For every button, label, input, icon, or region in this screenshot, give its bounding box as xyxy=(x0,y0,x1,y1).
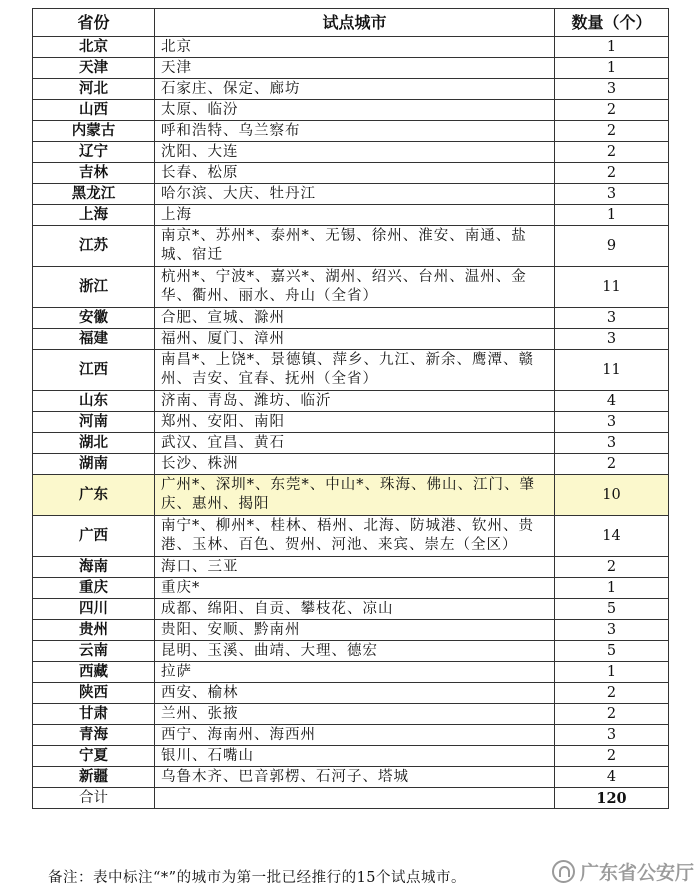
total-count: 120 xyxy=(555,788,669,809)
province-cell: 河南 xyxy=(33,412,155,433)
province-cell: 湖北 xyxy=(33,433,155,454)
province-cell: 贵州 xyxy=(33,620,155,641)
table-row xyxy=(33,578,669,599)
cities-cell: 沈阳、大连 xyxy=(155,142,555,163)
cities-cell: 昆明、玉溪、曲靖、大理、德宏 xyxy=(155,641,555,662)
cities-cell: 西安、榆林 xyxy=(155,683,555,704)
count-cell: 3 xyxy=(555,412,669,433)
count-cell: 1 xyxy=(555,205,669,226)
table-row xyxy=(33,58,669,79)
province-cell: 吉林 xyxy=(33,163,155,184)
province-cell: 海南 xyxy=(33,557,155,578)
count-cell: 1 xyxy=(555,37,669,58)
count-cell: 4 xyxy=(555,391,669,412)
province-cell: 北京 xyxy=(33,37,155,58)
table-row xyxy=(33,454,669,475)
province-cell: 广西 xyxy=(33,516,155,557)
count-cell: 2 xyxy=(555,100,669,121)
footnote: 备注：表中标注“*”的城市为第一批已经推行的15个试点城市。 xyxy=(48,870,467,886)
total-cities-cell xyxy=(155,788,555,809)
province-cell: 四川 xyxy=(33,599,155,620)
cities-cell: 乌鲁木齐、巴音郭楞、石河子、塔城 xyxy=(155,767,555,788)
table-body xyxy=(33,37,669,809)
count-cell: 3 xyxy=(555,329,669,350)
table-header-row xyxy=(33,9,669,37)
cities-cell: 海口、三亚 xyxy=(155,557,555,578)
count-cell: 3 xyxy=(555,184,669,205)
count-cell: 2 xyxy=(555,704,669,725)
cities-cell: 南京*、苏州*、泰州*、无锡、徐州、淮安、南通、盐城、宿迁 xyxy=(155,226,555,267)
province-cell: 新疆 xyxy=(33,767,155,788)
province-cell: 安徽 xyxy=(33,308,155,329)
cities-cell: 武汉、宜昌、黄石 xyxy=(155,433,555,454)
count-cell: 2 xyxy=(555,683,669,704)
count-cell: 1 xyxy=(555,662,669,683)
count-cell: 3 xyxy=(555,433,669,454)
table-row xyxy=(33,267,669,308)
count-cell: 5 xyxy=(555,599,669,620)
table-row xyxy=(33,184,669,205)
watermark xyxy=(552,858,694,885)
table-row xyxy=(33,308,669,329)
count-cell: 1 xyxy=(555,578,669,599)
cities-cell: 呼和浩特、乌兰察布 xyxy=(155,121,555,142)
province-cell: 陕西 xyxy=(33,683,155,704)
province-cell: 内蒙古 xyxy=(33,121,155,142)
count-cell: 2 xyxy=(555,142,669,163)
province-cell: 河北 xyxy=(33,79,155,100)
count-cell: 5 xyxy=(555,641,669,662)
table-row-highlighted xyxy=(33,475,669,516)
province-cell: 山东 xyxy=(33,391,155,412)
table-row xyxy=(33,226,669,267)
table-row xyxy=(33,391,669,412)
province-cell: 辽宁 xyxy=(33,142,155,163)
table-row xyxy=(33,79,669,100)
header-province: 省份 xyxy=(33,9,155,37)
cities-cell: 长春、松原 xyxy=(155,163,555,184)
table-row xyxy=(33,746,669,767)
province-cell: 重庆 xyxy=(33,578,155,599)
total-row xyxy=(33,788,669,809)
count-cell: 2 xyxy=(555,746,669,767)
cities-cell: 哈尔滨、大庆、牡丹江 xyxy=(155,184,555,205)
province-cell: 宁夏 xyxy=(33,746,155,767)
table-row xyxy=(33,662,669,683)
count-cell: 3 xyxy=(555,620,669,641)
cities-cell: 杭州*、宁波*、嘉兴*、湖州、绍兴、台州、温州、金华、衢州、丽水、舟山（全省） xyxy=(155,267,555,308)
total-label: 合计 xyxy=(33,788,155,809)
table-row xyxy=(33,725,669,746)
province-cell: 浙江 xyxy=(33,267,155,308)
province-cell: 云南 xyxy=(33,641,155,662)
province-cell: 山西 xyxy=(33,100,155,121)
province-cell: 甘肃 xyxy=(33,704,155,725)
province-cell: 青海 xyxy=(33,725,155,746)
table-row xyxy=(33,516,669,557)
table-row xyxy=(33,205,669,226)
province-cell: 湖南 xyxy=(33,454,155,475)
cities-cell: 银川、石嘴山 xyxy=(155,746,555,767)
police-badge-icon xyxy=(552,860,575,883)
province-cell: 西藏 xyxy=(33,662,155,683)
province-cell: 江苏 xyxy=(33,226,155,267)
cities-cell: 西宁、海南州、海西州 xyxy=(155,725,555,746)
table-row xyxy=(33,163,669,184)
count-cell: 11 xyxy=(555,350,669,391)
cities-cell: 太原、临汾 xyxy=(155,100,555,121)
table-row xyxy=(33,683,669,704)
cities-cell: 拉萨 xyxy=(155,662,555,683)
count-cell: 9 xyxy=(555,226,669,267)
cities-cell: 上海 xyxy=(155,205,555,226)
watermark-text: 广东省公安厅 xyxy=(579,862,694,884)
count-cell: 1 xyxy=(555,58,669,79)
cities-cell: 南昌*、上饶*、景德镇、萍乡、九江、新余、鹰潭、赣州、吉安、宜春、抚州（全省） xyxy=(155,350,555,391)
count-cell: 2 xyxy=(555,121,669,142)
count-cell: 3 xyxy=(555,79,669,100)
table-row xyxy=(33,121,669,142)
cities-cell: 北京 xyxy=(155,37,555,58)
count-cell: 10 xyxy=(555,475,669,516)
cities-cell: 兰州、张掖 xyxy=(155,704,555,725)
cities-cell: 郑州、安阳、南阳 xyxy=(155,412,555,433)
pilot-cities-table xyxy=(32,8,669,809)
count-cell: 4 xyxy=(555,767,669,788)
table-row xyxy=(33,329,669,350)
province-cell: 天津 xyxy=(33,58,155,79)
count-cell: 2 xyxy=(555,163,669,184)
count-cell: 3 xyxy=(555,308,669,329)
table-row xyxy=(33,767,669,788)
cities-cell: 长沙、株洲 xyxy=(155,454,555,475)
cities-cell: 合肥、宣城、滁州 xyxy=(155,308,555,329)
province-cell: 江西 xyxy=(33,350,155,391)
cities-cell: 南宁*、柳州*、桂林、梧州、北海、防城港、钦州、贵港、玉林、百色、贺州、河池、来宾、崇左（全区） xyxy=(155,516,555,557)
cities-cell: 贵阳、安顺、黔南州 xyxy=(155,620,555,641)
cities-cell: 福州、厦门、漳州 xyxy=(155,329,555,350)
table-row xyxy=(33,599,669,620)
count-cell: 2 xyxy=(555,557,669,578)
count-cell: 14 xyxy=(555,516,669,557)
province-cell: 上海 xyxy=(33,205,155,226)
table-row xyxy=(33,37,669,58)
cities-cell: 天津 xyxy=(155,58,555,79)
header-cities: 试点城市 xyxy=(155,9,555,37)
province-cell: 黑龙江 xyxy=(33,184,155,205)
cities-cell: 济南、青岛、潍坊、临沂 xyxy=(155,391,555,412)
table-row xyxy=(33,620,669,641)
count-cell: 2 xyxy=(555,454,669,475)
table-row xyxy=(33,350,669,391)
table-row xyxy=(33,412,669,433)
count-cell: 11 xyxy=(555,267,669,308)
table-row xyxy=(33,557,669,578)
cities-cell: 成都、绵阳、自贡、攀枝花、凉山 xyxy=(155,599,555,620)
cities-cell: 广州*、深圳*、东莞*、中山*、珠海、佛山、江门、肇庆、惠州、揭阳 xyxy=(155,475,555,516)
count-cell: 3 xyxy=(555,725,669,746)
table-row xyxy=(33,142,669,163)
table-row xyxy=(33,641,669,662)
table-row xyxy=(33,433,669,454)
cities-cell: 重庆* xyxy=(155,578,555,599)
table-row xyxy=(33,704,669,725)
header-count: 数量（个） xyxy=(555,9,669,37)
table-row xyxy=(33,100,669,121)
province-cell: 广东 xyxy=(33,475,155,516)
cities-cell: 石家庄、保定、廊坊 xyxy=(155,79,555,100)
province-cell: 福建 xyxy=(33,329,155,350)
